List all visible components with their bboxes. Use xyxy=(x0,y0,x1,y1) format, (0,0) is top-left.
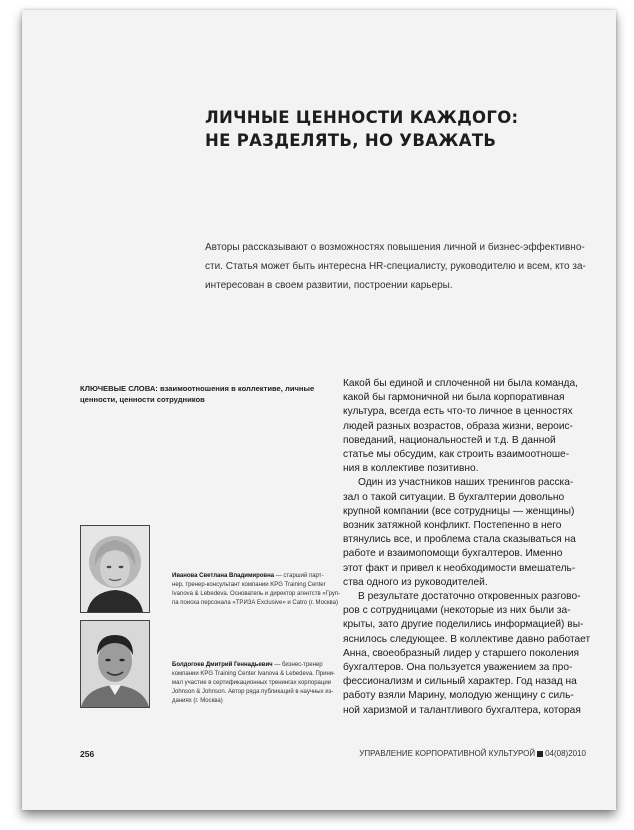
journal-issue: 04(08)2010 xyxy=(545,749,586,758)
body-line: зал о такой ситуации. В бухгалтерии довольно xyxy=(343,491,565,503)
body-paragraph xyxy=(343,377,611,476)
keywords xyxy=(80,383,330,405)
body-paragraph xyxy=(343,590,611,718)
bio-line: компании KPG Training Center Ivanova & Lebedeva. Прини- xyxy=(172,671,336,677)
body-line: поведаний, национальностей и т.д. В данной xyxy=(343,434,556,446)
body-line: бухгалтеров. Она пользуется уважением за про- xyxy=(343,662,573,674)
abstract-line: Авторы рассказывают о возможностях повышения личной и бизнес-эффективно- xyxy=(205,242,585,253)
body-line: ров с сотрудницами (некоторые из них были за- xyxy=(343,605,571,617)
keywords-label: КЛЮЧЕВЫЕ СЛОВА: xyxy=(80,384,158,393)
body-line: ной харизмой и талантливого бухгалтера, которая xyxy=(343,704,581,716)
author-bio-ivanova xyxy=(172,572,341,608)
title-line: НЕ РАЗДЕЛЯТЬ, НО УВАЖАТЬ xyxy=(205,131,497,150)
title-line: ЛИЧНЫЕ ЦЕННОСТИ КАЖДОГО: xyxy=(205,108,519,127)
keywords-text: взаимоотношения в коллективе, личные ценности, ценности сотрудников xyxy=(80,384,315,404)
abstract-line: сти. Статья может быть интересна HR-специалисту, руководителю и всем, кто за- xyxy=(205,261,586,272)
body-line: яснилось следующее. В коллективе давно работает xyxy=(343,633,591,645)
body-line: крупной компании (все сотрудницы — женщины) xyxy=(343,505,575,517)
bio-line: мал участие в сертификационных тренингах корпорации xyxy=(172,680,332,686)
body-line: работе и взаимопомощи бухгалтеров. Именно xyxy=(343,548,563,560)
bio-line: — бизнес-тренер xyxy=(274,662,323,668)
body-line: Анна, своеобразный лидер у старшего поколения xyxy=(343,647,580,659)
body-line: какой бы гармоничной ни была корпоративная xyxy=(343,392,565,404)
abstract-line: интересован в своем развитии, построении карьеры. xyxy=(205,280,453,291)
body-line: этот факт и привел к необходимости вмешатель- xyxy=(343,562,576,574)
bio-line: нер, тренер-консультант компании KPG Training Center xyxy=(172,582,326,588)
body-line: ния в коллективе позитивно. xyxy=(343,463,479,475)
article-body xyxy=(343,377,611,718)
body-line: втянулись все, и проблема стала сказываться на xyxy=(343,534,576,546)
bio-line: па поиска персонала «ТРИЗА Exclusive» и Catro (г. Москва) xyxy=(172,600,339,606)
bio-line: даниях (г. Москва) xyxy=(172,698,223,704)
author-photo-ivanova xyxy=(80,525,150,613)
body-line: Какой бы единой и сплоченной ни была команда, xyxy=(343,378,578,389)
body-line: ства одного из руководителей. xyxy=(343,576,488,588)
bio-line: Ivanova & Lebedeva. Основатель и директор агентств «Груп- xyxy=(172,591,341,597)
body-line: возник затяжной конфликт. Постепенно в него xyxy=(343,520,562,532)
body-line: статье мы обсудим, как строить взаимоотноше- xyxy=(343,449,570,461)
body-line: Один из участников наших тренингов расска- xyxy=(358,477,574,489)
body-line: крыты, зато другие поделились информацией) вы- xyxy=(343,619,584,631)
journal-name: УПРАВЛЕНИЕ КОРПОРАТИВНОЙ КУЛЬТУРОЙ xyxy=(359,749,536,758)
article-title xyxy=(205,106,585,152)
author-name: Иванова Светлана Владимировна xyxy=(172,573,275,579)
square-bullet-icon xyxy=(537,751,543,757)
author-name: Болдогоев Дмитрий Геннадьевич xyxy=(172,662,273,668)
body-line: людей разных возрастов, образа жизни, вероис- xyxy=(343,420,573,432)
body-line: В результате достаточно откровенных разгово- xyxy=(358,591,581,603)
article-abstract xyxy=(205,238,605,295)
page-number: 256 xyxy=(80,749,95,759)
bio-line: Johnson & Johnson. Автор ряда публикаций в научных из- xyxy=(172,689,334,695)
body-paragraph xyxy=(343,476,611,590)
author-photo-boldogoev xyxy=(80,620,150,708)
body-line: культура, всегда есть что-то личное в ценностях xyxy=(343,406,573,418)
journal-footer xyxy=(359,749,586,758)
body-line: фессионализм и сильный характер. Год назад на xyxy=(343,676,577,688)
author-bio-boldogoev xyxy=(172,661,336,706)
bio-line: — старший парт- xyxy=(275,573,324,579)
body-line: работу взяли Марину, молодую женщину с силь- xyxy=(343,690,574,702)
magazine-page xyxy=(22,10,616,810)
